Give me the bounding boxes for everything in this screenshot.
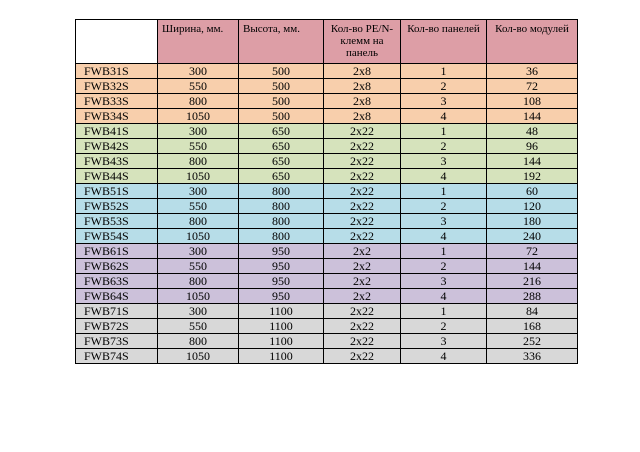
table-row	[76, 319, 578, 334]
width-cell: 1050	[158, 349, 239, 364]
panels-cell: 3	[401, 334, 487, 349]
modules-cell: 84	[487, 304, 578, 319]
header-row	[76, 20, 578, 64]
panels-cell: 1	[401, 64, 487, 79]
panels-cell: 4	[401, 349, 487, 364]
panels-cell: 2	[401, 79, 487, 94]
table-row	[76, 154, 578, 169]
width-cell: 550	[158, 199, 239, 214]
panels-cell: 3	[401, 94, 487, 109]
table-row	[76, 244, 578, 259]
height-cell: 500	[239, 109, 324, 124]
height-cell: 950	[239, 289, 324, 304]
width-cell: 800	[158, 214, 239, 229]
table-row	[76, 79, 578, 94]
terminals-cell: 2x8	[324, 109, 401, 124]
modules-cell: 192	[487, 169, 578, 184]
table-row	[76, 349, 578, 364]
modules-cell: 240	[487, 229, 578, 244]
model-cell: FWB74S	[76, 349, 158, 364]
height-cell: 500	[239, 64, 324, 79]
header-panels: Кол-во панелей	[401, 20, 487, 64]
table-row	[76, 184, 578, 199]
height-cell: 650	[239, 154, 324, 169]
model-cell: FWB52S	[76, 199, 158, 214]
model-cell: FWB51S	[76, 184, 158, 199]
table-row	[76, 139, 578, 154]
header-terminals: Кол-во PE/N-клемм на панель	[324, 20, 401, 64]
width-cell: 1050	[158, 289, 239, 304]
height-cell: 800	[239, 199, 324, 214]
header-height: Высота, мм.	[239, 20, 324, 64]
width-cell: 800	[158, 334, 239, 349]
table-row	[76, 274, 578, 289]
height-cell: 500	[239, 79, 324, 94]
modules-cell: 72	[487, 244, 578, 259]
modules-cell: 60	[487, 184, 578, 199]
height-cell: 650	[239, 169, 324, 184]
terminals-cell: 2x22	[324, 199, 401, 214]
modules-cell: 108	[487, 94, 578, 109]
header-modules: Кол-во модулей	[487, 20, 578, 64]
model-cell: FWB42S	[76, 139, 158, 154]
model-cell: FWB34S	[76, 109, 158, 124]
terminals-cell: 2x8	[324, 79, 401, 94]
table-row	[76, 199, 578, 214]
table-row	[76, 229, 578, 244]
width-cell: 550	[158, 79, 239, 94]
model-cell: FWB54S	[76, 229, 158, 244]
modules-cell: 168	[487, 319, 578, 334]
height-cell: 800	[239, 214, 324, 229]
modules-cell: 144	[487, 109, 578, 124]
terminals-cell: 2x2	[324, 274, 401, 289]
height-cell: 1100	[239, 349, 324, 364]
height-cell: 950	[239, 274, 324, 289]
modules-cell: 288	[487, 289, 578, 304]
spec-table	[75, 19, 578, 364]
model-cell: FWB63S	[76, 274, 158, 289]
panels-cell: 1	[401, 124, 487, 139]
width-cell: 800	[158, 274, 239, 289]
terminals-cell: 2x22	[324, 139, 401, 154]
panels-cell: 1	[401, 244, 487, 259]
modules-cell: 252	[487, 334, 578, 349]
height-cell: 1100	[239, 319, 324, 334]
panels-cell: 4	[401, 229, 487, 244]
terminals-cell: 2x8	[324, 94, 401, 109]
height-cell: 1100	[239, 304, 324, 319]
modules-cell: 216	[487, 274, 578, 289]
height-cell: 950	[239, 259, 324, 274]
terminals-cell: 2x22	[324, 304, 401, 319]
terminals-cell: 2x2	[324, 259, 401, 274]
panels-cell: 3	[401, 274, 487, 289]
width-cell: 300	[158, 184, 239, 199]
model-cell: FWB32S	[76, 79, 158, 94]
panels-cell: 2	[401, 259, 487, 274]
panels-cell: 1	[401, 304, 487, 319]
table-row	[76, 109, 578, 124]
width-cell: 300	[158, 244, 239, 259]
modules-cell: 96	[487, 139, 578, 154]
width-cell: 550	[158, 259, 239, 274]
table-row	[76, 124, 578, 139]
terminals-cell: 2x22	[324, 319, 401, 334]
terminals-cell: 2x22	[324, 334, 401, 349]
model-cell: FWB41S	[76, 124, 158, 139]
model-cell: FWB73S	[76, 334, 158, 349]
panels-cell: 4	[401, 289, 487, 304]
modules-cell: 72	[487, 79, 578, 94]
table-row	[76, 214, 578, 229]
height-cell: 1100	[239, 334, 324, 349]
terminals-cell: 2x22	[324, 184, 401, 199]
height-cell: 650	[239, 124, 324, 139]
modules-cell: 48	[487, 124, 578, 139]
modules-cell: 180	[487, 214, 578, 229]
panels-cell: 3	[401, 214, 487, 229]
width-cell: 1050	[158, 109, 239, 124]
terminals-cell: 2x22	[324, 154, 401, 169]
height-cell: 650	[239, 139, 324, 154]
height-cell: 950	[239, 244, 324, 259]
width-cell: 300	[158, 304, 239, 319]
terminals-cell: 2x22	[324, 124, 401, 139]
table-row	[76, 169, 578, 184]
width-cell: 800	[158, 154, 239, 169]
modules-cell: 144	[487, 259, 578, 274]
width-cell: 550	[158, 319, 239, 334]
height-cell: 800	[239, 184, 324, 199]
model-cell: FWB61S	[76, 244, 158, 259]
terminals-cell: 2x8	[324, 64, 401, 79]
height-cell: 800	[239, 229, 324, 244]
panels-cell: 2	[401, 139, 487, 154]
terminals-cell: 2x2	[324, 289, 401, 304]
table-row	[76, 64, 578, 79]
modules-cell: 336	[487, 349, 578, 364]
panels-cell: 2	[401, 319, 487, 334]
header-blank	[76, 20, 158, 64]
model-cell: FWB62S	[76, 259, 158, 274]
width-cell: 800	[158, 94, 239, 109]
modules-cell: 120	[487, 199, 578, 214]
terminals-cell: 2x22	[324, 169, 401, 184]
modules-cell: 36	[487, 64, 578, 79]
panels-cell: 3	[401, 154, 487, 169]
width-cell: 550	[158, 139, 239, 154]
model-cell: FWB43S	[76, 154, 158, 169]
table-row	[76, 259, 578, 274]
height-cell: 500	[239, 94, 324, 109]
width-cell: 1050	[158, 169, 239, 184]
model-cell: FWB53S	[76, 214, 158, 229]
terminals-cell: 2x2	[324, 244, 401, 259]
width-cell: 300	[158, 64, 239, 79]
terminals-cell: 2x22	[324, 229, 401, 244]
panels-cell: 4	[401, 109, 487, 124]
model-cell: FWB64S	[76, 289, 158, 304]
table-row	[76, 289, 578, 304]
table-row	[76, 334, 578, 349]
width-cell: 300	[158, 124, 239, 139]
header-width: Ширина, мм.	[158, 20, 239, 64]
model-cell: FWB72S	[76, 319, 158, 334]
model-cell: FWB33S	[76, 94, 158, 109]
terminals-cell: 2x22	[324, 349, 401, 364]
panels-cell: 1	[401, 184, 487, 199]
table-row	[76, 304, 578, 319]
panels-cell: 2	[401, 199, 487, 214]
modules-cell: 144	[487, 154, 578, 169]
model-cell: FWB44S	[76, 169, 158, 184]
model-cell: FWB31S	[76, 64, 158, 79]
model-cell: FWB71S	[76, 304, 158, 319]
terminals-cell: 2x22	[324, 214, 401, 229]
panels-cell: 4	[401, 169, 487, 184]
width-cell: 1050	[158, 229, 239, 244]
table-row	[76, 94, 578, 109]
